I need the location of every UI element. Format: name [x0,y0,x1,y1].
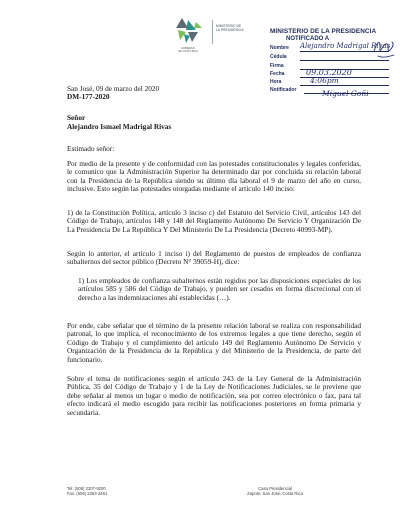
stamp-name-handwritten: Alejandro Madrigal Rivas [300,42,391,50]
paragraph-regulation-quote: 1) Los empleados de confianza subalternos están regidos por las disposiciones especiales de los artículos 585 y 586 del Código de Trabajo, y pueden ser cesados en forma discrecional con el derecho a las indemnizaciones ahí establecidas (…). [78,276,361,302]
stamp-notificador-signature: Miguel Goñi [322,89,369,98]
footer-fax: Fax: (506) 2253-3481 [67,491,108,497]
document-number: DM-177-2020 [67,92,110,101]
stamp-notificador-label: Notificador [270,87,297,93]
government-logo [168,16,276,64]
paragraph-notifications: Sobre el tema de notificaciones según el artículo 243 de la Ley General de la Administración Pública, 35 del Código de Trabajo y 1 de la Ley de Notificaciones Judiciales, se le previene que debe señalar al menos un lugar o medio de notificación, sea por correo electrónico o fax, para tal efecto indicará el medio escogido para recibir las notificaciones posteriores en forma primaria y secundaria. [67,374,361,417]
greeting: Estimado señor: [67,144,115,153]
stamp-hora-handwritten: 4:06pm [310,76,339,85]
stamp-subtitle: NOTIFICADO A [286,36,330,42]
ministry-line-1: MINISTERIO DE [216,24,242,28]
stamp-fecha-label: Fecha [270,71,285,77]
stamp-firma-label: Firma [270,63,284,69]
recipient-signature-icon [372,38,396,60]
footer-org: Casa Presidencial [258,486,292,491]
footer-tel: Tel: (506) 2207-9200 [67,486,106,491]
ministry-name [216,24,272,32]
stamp-hora-line [300,85,389,86]
notification-stamp [270,28,395,118]
paragraph-employer-responsibility: Por ende, cabe señalar que el término de la presente relación laboral se realiza con responsabilidad patronal, lo que implica, el reconocimiento de los extremos legales a que tiene derecho, según el Código de Trabajo y el cumplimiento del artículo 149 del Reglamento Autónomo De Servicio y Organización de la Presidencia de la República y del Ministerio de la Presidencia, de parte del funcionario. [67,321,361,364]
logo-caption [168,47,208,53]
paragraph-regulation-reference: Según lo anterior, el artículo 1 inciso i) del Reglamento de puestos de empleados de confianza subalternos del sector público (Decreto N° 39059-H), dice: [67,249,361,267]
stamp-cedula-label: Cédula [270,54,287,60]
logo-caption-line-1: GOBIERNO [181,47,195,50]
stamp-name-label: Nombre [270,45,289,51]
place-and-date: San José, 09 de marzo del 2020 [67,84,160,93]
salutation: Señor [67,113,86,122]
paragraph-termination-notice: Por medio de la presente y de conformidad con las potestades constitucionales y legales conferidas, le comunico que la Administración Superior ha determinado dar por concluida su relación laboral con la Presidencia de la República siendo su último día laboral el 9 de marzo del año en curso, inclusive. Esto según las potestades otorgadas mediante el artículo 140 inciso: [67,159,361,194]
stamp-cedula-line [300,60,389,61]
ministry-line-2: LA PRESIDENCIA [216,28,244,32]
stamp-title: MINISTERIO DE LA PRESIDENCIA [270,28,377,35]
footer-address [245,486,305,497]
logo-divider [212,20,213,44]
stamp-row-notificador [270,87,395,98]
costa-rica-leaf-logo-icon [168,16,208,46]
footer-contact [67,486,107,497]
recipient-name: Alejandro Ismael Madrigal Rivas [67,122,172,131]
stamp-hora-label: Hora [270,79,282,85]
stamp-row-hora [270,76,395,87]
stamp-fecha-handwritten: 09.03.2020 [306,68,352,77]
logo-caption-line-2: DE COSTA RICA [178,50,198,53]
footer-address-line: Zapote, San José, Costa Rica [247,491,303,497]
paragraph-legal-basis: 1) de la Constitución Política, artículo 3 inciso c) del Estatuto del Servicio Civil, artículos 143 del Código de Trabajo, artículos 148 y 148 del Reglamento Autónomo De Servicio Y Organización De La Presidencia De La República Y Del Ministerio De La Presidencia (Decreto 40993-MP). [67,208,361,234]
